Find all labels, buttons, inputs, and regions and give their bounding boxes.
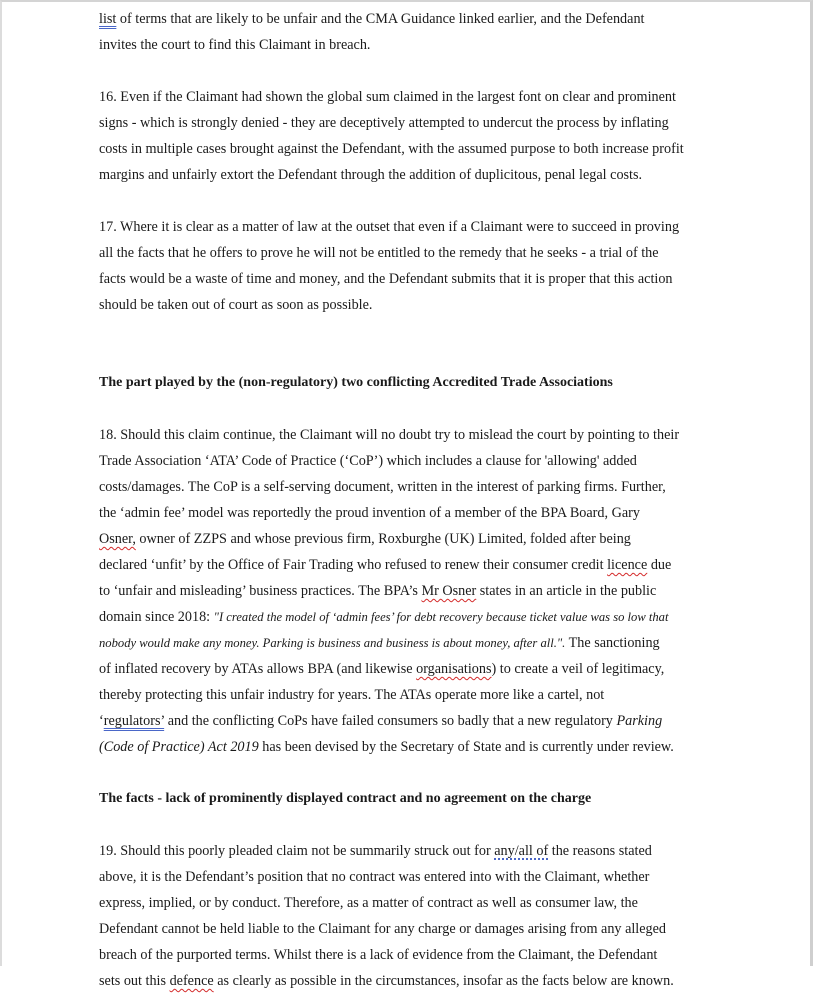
text-run: declared ‘unfit’ by the Office of Fair Trading who refused to renew their consumer credit	[99, 557, 608, 573]
text-run: costs/damages. The CoP is a self-serving document, written in the interest of parking firms. Further,	[99, 479, 666, 495]
paragraph-spacer	[99, 396, 729, 422]
text-line	[99, 422, 729, 448]
text-run: of inflated recovery by ATAs allows BPA (and likewise	[99, 661, 417, 677]
spelling-error-mark[interactable]: licence	[607, 557, 648, 573]
paragraph-18	[99, 422, 729, 760]
text-run: the ‘admin fee’ model was reportedly the proud invention of a member of the BPA Board, Gary	[99, 505, 640, 521]
text-line	[99, 162, 729, 188]
text-run: express, implied, or by conduct. Therefore, as a matter of contract as well as consumer law, the	[99, 895, 638, 911]
paragraph-19	[99, 838, 729, 994]
text-line	[99, 578, 729, 604]
text-line	[99, 734, 729, 760]
text-line	[99, 32, 729, 58]
text-line	[99, 6, 729, 32]
text-line	[99, 942, 729, 968]
text-line	[99, 292, 729, 318]
text-run: The sanctioning	[565, 635, 660, 651]
paragraph-spacer	[99, 188, 729, 214]
text-run: as clearly as possible in the circumstances, insofar as the facts below are known.	[213, 973, 674, 989]
text-line	[99, 916, 729, 942]
text-run: thereby protecting this unfair industry for years. The ATAs operate more like a cartel, not	[99, 687, 605, 703]
text-run: the reasons stated	[548, 843, 652, 859]
text-run: has been devised by the Secretary of State and is currently under review.	[258, 739, 674, 755]
text-run: to ‘unfair and misleading’ business practices. The BPA’s	[99, 583, 422, 599]
text-run: 16. Even if the Claimant had shown the global sum claimed in the largest font on clear and prominent	[99, 89, 676, 105]
paragraph-15-tail	[99, 6, 729, 58]
spelling-error-mark[interactable]: Mr Osner	[421, 583, 477, 599]
text-run: states in an article in the public	[476, 583, 657, 599]
text-run: owner of ZZPS and whose previous firm, Roxburghe (UK) Limited, folded after being	[135, 531, 631, 547]
text-run: due	[647, 557, 672, 573]
text-run: invites the court to find this Claimant in breach.	[99, 37, 371, 53]
text-line	[99, 526, 729, 552]
italic-quote: nobody would make any money. Parking is business and business is about money, after all.".	[99, 636, 566, 650]
text-line	[99, 448, 729, 474]
document-body[interactable]	[99, 6, 729, 994]
text-line	[99, 500, 729, 526]
text-run: breach of the purported terms. Whilst there is a lack of evidence from the Claimant, the Defendant	[99, 947, 658, 963]
text-line	[99, 240, 729, 266]
text-line	[99, 890, 729, 916]
text-run: margins and unfairly extort the Defendant through the addition of duplicitous, penal legal costs.	[99, 167, 643, 183]
italic-text: (Code of Practice) Act 2019	[99, 739, 259, 755]
text-line	[99, 838, 729, 864]
text-line	[99, 968, 729, 994]
text-line	[99, 214, 729, 240]
text-line	[99, 604, 729, 630]
text-run: and the conflicting CoPs have failed consumers so badly that a new regulatory	[164, 713, 617, 729]
italic-text: Parking	[616, 713, 663, 729]
paragraph-spacer	[99, 812, 729, 838]
text-run: ‘	[99, 713, 104, 729]
text-run: Defendant cannot be held liable to the Claimant for any charge or damages arising from any alleged	[99, 921, 667, 937]
text-line	[99, 266, 729, 292]
text-run: signs - which is strongly denied - they are deceptively attempted to undercut the process by inflating	[99, 115, 669, 131]
text-run: domain since 2018:	[99, 609, 214, 625]
grammar-suggestion-mark[interactable]: any/all of	[494, 843, 549, 859]
text-line	[99, 110, 729, 136]
text-run: Trade Association ‘ATA’ Code of Practice (‘CoP’) which includes a clause for 'allowing' added	[99, 453, 637, 469]
paragraph-spacer	[99, 318, 729, 344]
text-run: all the facts that he offers to prove he will not be entitled to the remedy that he seeks - a trial of the	[99, 245, 659, 261]
text-line	[99, 864, 729, 890]
text-line	[99, 656, 729, 682]
spelling-error-mark[interactable]: defence	[169, 973, 214, 989]
text-run: sets out this	[99, 973, 170, 989]
paragraph-17	[99, 214, 729, 318]
italic-quote: "I created the model of ‘admin fees’ for debt recovery because ticket value was so low that	[213, 610, 669, 624]
text-run: of terms that are likely to be unfair and the CMA Guidance linked earlier, and the Defendant	[116, 11, 645, 27]
text-line	[99, 474, 729, 500]
section-heading-trade-associations: The part played by the (non-regulatory) two conflicting Accredited Trade Associations	[99, 375, 613, 390]
text-line	[99, 682, 729, 708]
text-run: facts would be a waste of time and money, and the Defendant submits that it is proper that this action	[99, 271, 673, 287]
grammar-suggestion-mark[interactable]: list	[99, 11, 117, 27]
spelling-error-mark[interactable]: Osner,	[99, 531, 136, 547]
grammar-suggestion-mark[interactable]: regulators’	[103, 713, 165, 729]
text-run: 19. Should this poorly pleaded claim not be summarily struck out for	[99, 843, 495, 859]
text-line	[99, 84, 729, 110]
text-run: 17. Where it is clear as a matter of law at the outset that even if a Claimant were to succeed in proving	[99, 219, 680, 235]
text-run: ) to create a veil of legitimacy,	[491, 661, 665, 677]
text-run: costs in multiple cases brought against the Defendant, with the assumed purpose to both increase profit	[99, 141, 684, 157]
paragraph-spacer	[99, 344, 729, 370]
text-run: above, it is the Defendant’s position that no contract was entered into with the Claimant, whether	[99, 869, 650, 885]
text-line	[99, 552, 729, 578]
paragraph-spacer	[99, 760, 729, 786]
text-line	[99, 136, 729, 162]
paragraph-spacer	[99, 58, 729, 84]
text-run: should be taken out of court as soon as possible.	[99, 297, 373, 313]
spelling-error-mark[interactable]: organisations	[416, 661, 492, 677]
text-run: 18. Should this claim continue, the Claimant will no doubt try to mislead the court by pointing to their	[99, 427, 680, 443]
text-line	[99, 708, 729, 734]
paragraph-16	[99, 84, 729, 188]
section-heading-facts: The facts - lack of prominently displayed contract and no agreement on the charge	[99, 791, 592, 806]
text-line	[99, 630, 729, 656]
